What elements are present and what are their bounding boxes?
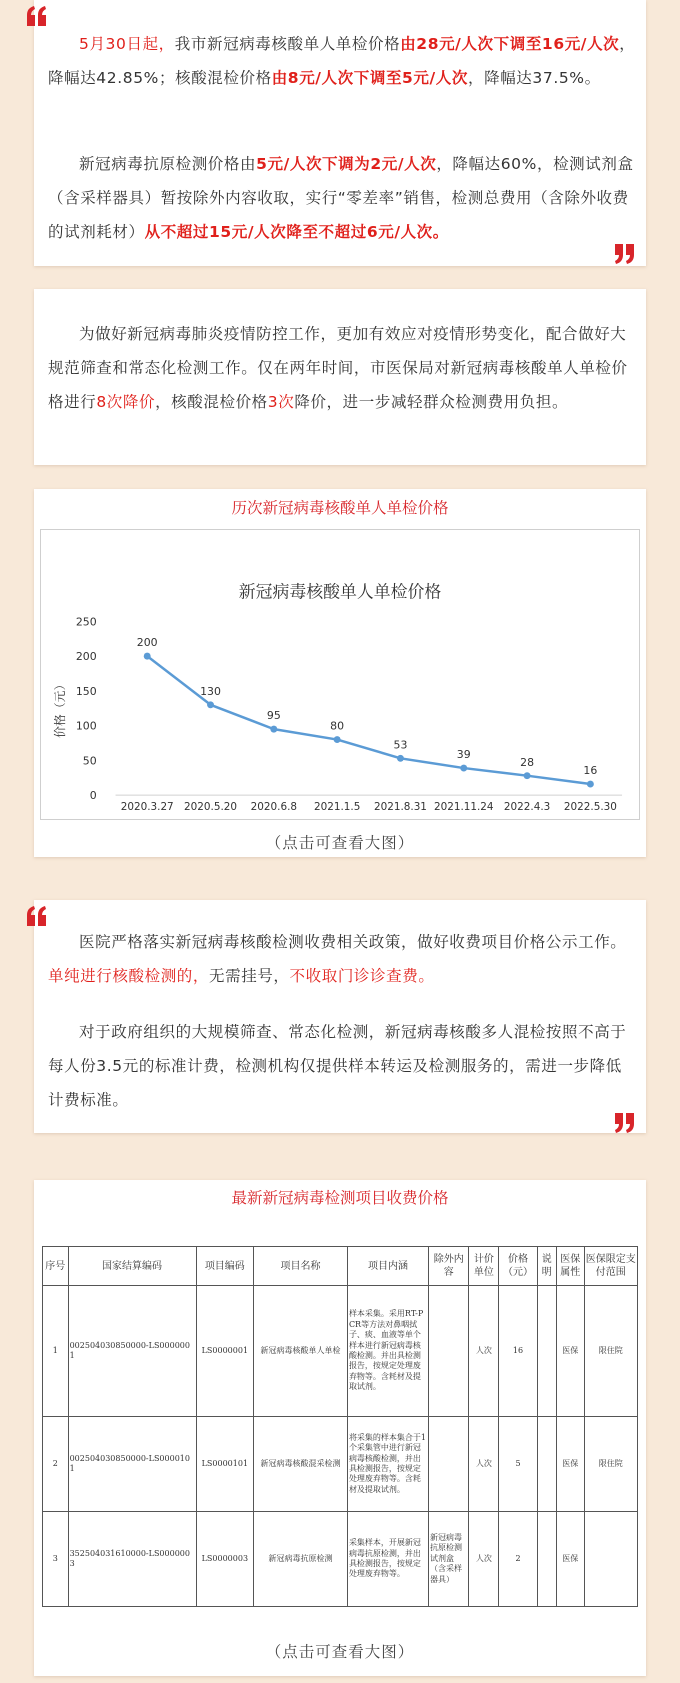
data-label: 39 — [456, 748, 471, 762]
data-label: 200 — [136, 636, 158, 650]
cell-price: 2 — [499, 1512, 537, 1607]
single-test-cuts: 8次降价 — [96, 393, 156, 411]
cell-code: 002504030850000-LS0000101 — [68, 1417, 196, 1512]
data-point[interactable] — [270, 726, 277, 733]
cell-name: 新冠病毒核酸混采检测 — [254, 1417, 348, 1512]
cell-content: 将采集的样本集合于1个采集管中进行新冠病毒核酸检测，并出具检测报告，按规定处理废弃物等。含耗材及提取试剂。 — [347, 1417, 428, 1512]
cell-code: 352504031610000-LS0000003 — [68, 1512, 196, 1607]
x-tick-label: 2022.4.3 — [503, 801, 551, 814]
y-axis-label: 价格（元） — [52, 678, 67, 739]
hospital-policy-paragraph — [48, 925, 636, 993]
data-label: 130 — [200, 684, 221, 698]
price-notice-card — [34, 0, 646, 266]
data-label: 53 — [393, 738, 408, 752]
open-quote-icon — [26, 6, 48, 26]
text-segment: ，降幅达37.5%。 — [468, 69, 601, 87]
cell-unit: 人次 — [469, 1286, 499, 1417]
total-cost-change: 从不超过15元/人次降至不超过6元/人次。 — [144, 223, 449, 241]
y-tick-label: 150 — [75, 684, 97, 698]
data-point[interactable] — [397, 755, 404, 762]
y-tick-label: 250 — [75, 615, 97, 629]
hospital-policy-card — [34, 900, 646, 1133]
table-caption[interactable]: （点击可查看大图） — [265, 1643, 415, 1661]
cell-unit: 人次 — [469, 1512, 499, 1607]
fee-table-card — [34, 1180, 646, 1676]
cell-item-code: LS0000001 — [196, 1286, 254, 1417]
x-tick-label: 2021.11.24 — [433, 801, 494, 814]
cell-insurance: 医保 — [556, 1286, 584, 1417]
data-point[interactable] — [460, 765, 467, 772]
antigen-price-paragraph — [48, 147, 636, 249]
chart-section-title: 历次新冠病毒核酸单人单检价格 — [231, 499, 449, 517]
header-content: 项目内涵 — [347, 1247, 428, 1286]
data-label: 16 — [583, 764, 598, 778]
header-price: 价格（元） — [499, 1247, 537, 1286]
open-quote-icon — [26, 906, 48, 926]
table-row — [43, 1512, 638, 1607]
no-fee-note: 不收取门诊诊查费。 — [289, 967, 435, 985]
cell-name: 新冠病毒抗原检测 — [254, 1512, 348, 1607]
effective-date: 5月30日起， — [79, 35, 175, 53]
cell-content: 样本采集。采用RT-PCR等方法对鼻咽拭子、痰、血液等单个样本进行新冠病毒核酸检测。并出具检测报告，按规定处理废弃物等。含耗材及提取试剂。 — [347, 1286, 428, 1417]
data-point[interactable] — [207, 701, 214, 708]
text-segment: 为做好新冠病毒肺炎疫情防控工作，更加有效应对疫情形势变化，配合做好大规范筛查和常态化检测工作。仅在两年时间，市医保局对新冠病毒核酸单人单检价格进行 — [48, 325, 628, 411]
cell-limit — [584, 1512, 637, 1607]
data-point[interactable] — [334, 736, 341, 743]
table-header-row — [43, 1247, 638, 1286]
table-row — [43, 1286, 638, 1417]
antigen-price-change: 5元/人次下调为2元/人次 — [256, 155, 437, 173]
text-segment: 无需挂号， — [209, 967, 290, 985]
cell-exclude: 新冠病毒抗原检测试剂盒（含采样器具） — [428, 1512, 469, 1607]
policy-paragraph — [48, 317, 636, 419]
header-code: 国家结算编码 — [68, 1247, 196, 1286]
y-tick-label: 0 — [89, 789, 97, 803]
header-exclude: 除外内容 — [428, 1247, 469, 1286]
text-segment: ，降幅达60%，检测试剂盒（含采样器具）暂按除外内容收取，实行“零差率”销售，检测总费用（含除外收费的试剂耗材） — [48, 155, 634, 241]
data-label: 80 — [330, 719, 345, 733]
chart-title: 新冠病毒核酸单人单检价格 — [238, 581, 442, 602]
y-tick-label: 200 — [75, 650, 97, 664]
header-limit: 医保限定支付范围 — [584, 1247, 637, 1286]
x-tick-label: 2020.6.8 — [250, 801, 298, 814]
data-label: 95 — [266, 709, 281, 723]
header-note: 说明 — [537, 1247, 556, 1286]
header-unit: 计价单位 — [469, 1247, 499, 1286]
data-point[interactable] — [587, 781, 594, 788]
table-section-title: 最新新冠病毒检测项目收费价格 — [231, 1189, 449, 1207]
text-segment: ，核酸混检价格 — [155, 393, 268, 411]
cell-content: 采集样本，开展新冠病毒抗原检测，并出具检测报告，按规定处理废弃物等。 — [347, 1512, 428, 1607]
close-quote-icon — [614, 1113, 636, 1133]
single-test-price-change: 由28元/人次下调至16元/人次 — [400, 35, 620, 53]
pcr-price-paragraph — [48, 27, 636, 95]
x-tick-label: 2020.5.20 — [184, 801, 238, 814]
close-quote-icon — [614, 244, 636, 264]
mixed-test-price-change: 由8元/人次下调至5元/人次 — [271, 69, 468, 87]
text-segment: 降价，进一步减轻群众检测费用负担。 — [294, 393, 569, 411]
header-insurance: 医保属性 — [556, 1247, 584, 1286]
header-no: 序号 — [43, 1247, 69, 1286]
cell-exclude — [428, 1417, 469, 1512]
cell-item-code: LS0000003 — [196, 1512, 254, 1607]
cell-limit: 限住院 — [584, 1286, 637, 1417]
cell-note — [537, 1417, 556, 1512]
cell-unit: 人次 — [469, 1417, 499, 1512]
cell-insurance: 医保 — [556, 1417, 584, 1512]
table-row — [43, 1417, 638, 1512]
header-name: 项目名称 — [254, 1247, 348, 1286]
x-tick-label: 2020.3.27 — [120, 801, 174, 814]
y-tick-label: 100 — [75, 719, 97, 733]
pure-test-note: 单纯进行核酸检测的， — [48, 967, 210, 985]
policy-card — [34, 289, 646, 465]
cell-limit: 限住院 — [584, 1417, 637, 1512]
mass-screening-paragraph: 对于政府组织的大规模筛查、常态化检测，新冠病毒核酸多人混检按照不高于每人份3.5元的标准计费，检测机构仅提供样本转运及检测服务的，需进一步降低计费标准。 — [48, 1023, 627, 1109]
text-segment: 新冠病毒抗原检测价格由 — [79, 155, 257, 173]
text-segment: ，降幅达42.85%；核酸混检价格 — [48, 35, 636, 87]
header-item-code: 项目编码 — [196, 1247, 254, 1286]
x-tick-label: 2022.5.30 — [563, 801, 617, 814]
cell-no: 3 — [43, 1512, 69, 1607]
cell-item-code: LS0000101 — [196, 1417, 254, 1512]
data-point[interactable] — [144, 653, 151, 660]
text-segment: 医院严格落实新冠病毒核酸检测收费相关政策，做好收费项目价格公示工作。 — [79, 933, 627, 951]
cell-name: 新冠病毒核酸单人单检 — [254, 1286, 348, 1417]
chart-card — [34, 489, 646, 857]
chart-caption[interactable]: （点击可查看大图） — [265, 834, 415, 852]
cell-no: 2 — [43, 1417, 69, 1512]
text-segment: 我市新冠病毒核酸单人单检价格 — [174, 35, 401, 53]
x-tick-label: 2021.8.31 — [373, 801, 427, 814]
cell-price: 5 — [499, 1417, 537, 1512]
cell-note — [537, 1512, 556, 1607]
price-line-chart[interactable] — [40, 529, 640, 820]
fee-table[interactable] — [42, 1246, 638, 1607]
x-tick-label: 2021.1.5 — [313, 801, 361, 814]
y-tick-label: 50 — [82, 754, 97, 768]
cell-code: 002504030850000-LS0000001 — [68, 1286, 196, 1417]
cell-price: 16 — [499, 1286, 537, 1417]
cell-note — [537, 1286, 556, 1417]
cell-insurance: 医保 — [556, 1512, 584, 1607]
cell-no: 1 — [43, 1286, 69, 1417]
mixed-test-cuts: 3次 — [267, 393, 295, 411]
data-point[interactable] — [524, 772, 531, 779]
cell-exclude — [428, 1286, 469, 1417]
data-label: 28 — [520, 755, 535, 769]
